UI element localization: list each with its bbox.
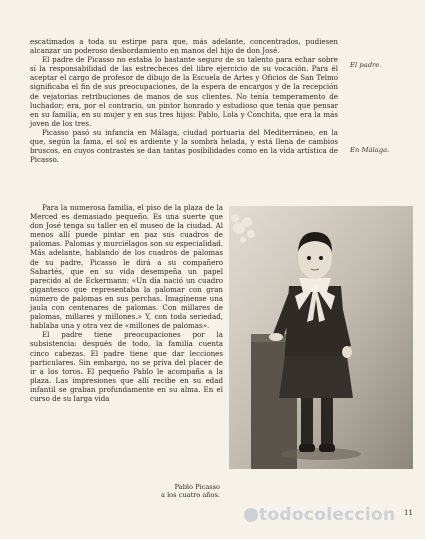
child-portrait-illustration <box>229 206 413 469</box>
side-note-malaga: En Málaga. <box>350 146 390 154</box>
main-text-block <box>30 37 338 164</box>
caption-line: a los cuatro años. <box>161 491 220 500</box>
paragraph: El padre tiene preocupaciones por la subsistencia: después de todo, la familia cuenta cinco cabezas. El padre tiene que dar lecciones particulares. Sin embargo, no se priva del placer de ir a los toros. El pequeño Pablo le acompaña a la plaza. Las impresiones que allí recibe en su edad infantil se graban profundamente en su alma. En el curso de su larga vida <box>30 330 223 403</box>
paragraph: El padre de Picasso no estaba lo bastante seguro de su talento para echar sobre sí la responsabilidad de las estrecheces del libre ejercicio de su vocación. Para él aceptar el cargo de profesor de dibujo de la Escuela de Artes y Oficios de San Telmo significaba el fin de sus preocupaciones, de la espera de encargos y de la recepción de vejatorias retribuciones de manos de sus clientes. No tenía temperamento de luchador; era, por el contrario, un pintor honrado y estudioso que tenía que pensar en su familia, en su mujer y en sus tres hijos: Pablo, Lola y Conchita, que era la más joven de los tres. <box>30 55 338 128</box>
narrow-text-block <box>30 203 223 403</box>
paragraph: Para la numerosa familia, el piso de la plaza de la Merced es demasiado pequeño. Es una suerte que don José tenga su taller en el museo de la ciudad. Al menos allí puede pintar en paz sus cuadros de palomas. Palomas y murciélagos son su especialidad. Más adelante, hablando de los cuadros de palomas de su padre, Picasso le dirá a su compañero Sabartés, que en su vida desempeña un papel parecido al de Eckermann: «Un día nació un cuadro gigantesco que representaba la palomar con gran número de palomas en sus perchas. Imagínense una jaula con centenares de palomas. Con millares de palomas, millares y millones.» Y, con toda seriedad, hablaba una y otra vez de «millones de palomas». <box>30 203 223 331</box>
watermark <box>244 505 414 525</box>
circle-logo-icon <box>244 508 258 522</box>
side-note-father: El padre. <box>350 61 382 69</box>
paragraph: Picasso pasó su infancia en Málaga, ciudad portuaria del Mediterráneo, en la que, según la fama, el sol es ardiente y la sombra helada, y está llena de cambios bruscos, en cuyos contrastes se dan tantas posibilidades como en la vida artística de Picasso. <box>30 127 338 165</box>
caption-line: Pablo Picasso <box>174 483 220 491</box>
photo-caption <box>156 483 220 500</box>
paragraph: escatimados a toda su estirpe para que, más adelante, concentrados, pudiesen alcanzar un poderoso desbordamiento en manos del hijo de don José. <box>30 37 338 56</box>
portrait-photo <box>229 206 413 469</box>
page-number: 11 <box>404 509 413 517</box>
watermark-text: todocoleccion <box>259 505 396 525</box>
